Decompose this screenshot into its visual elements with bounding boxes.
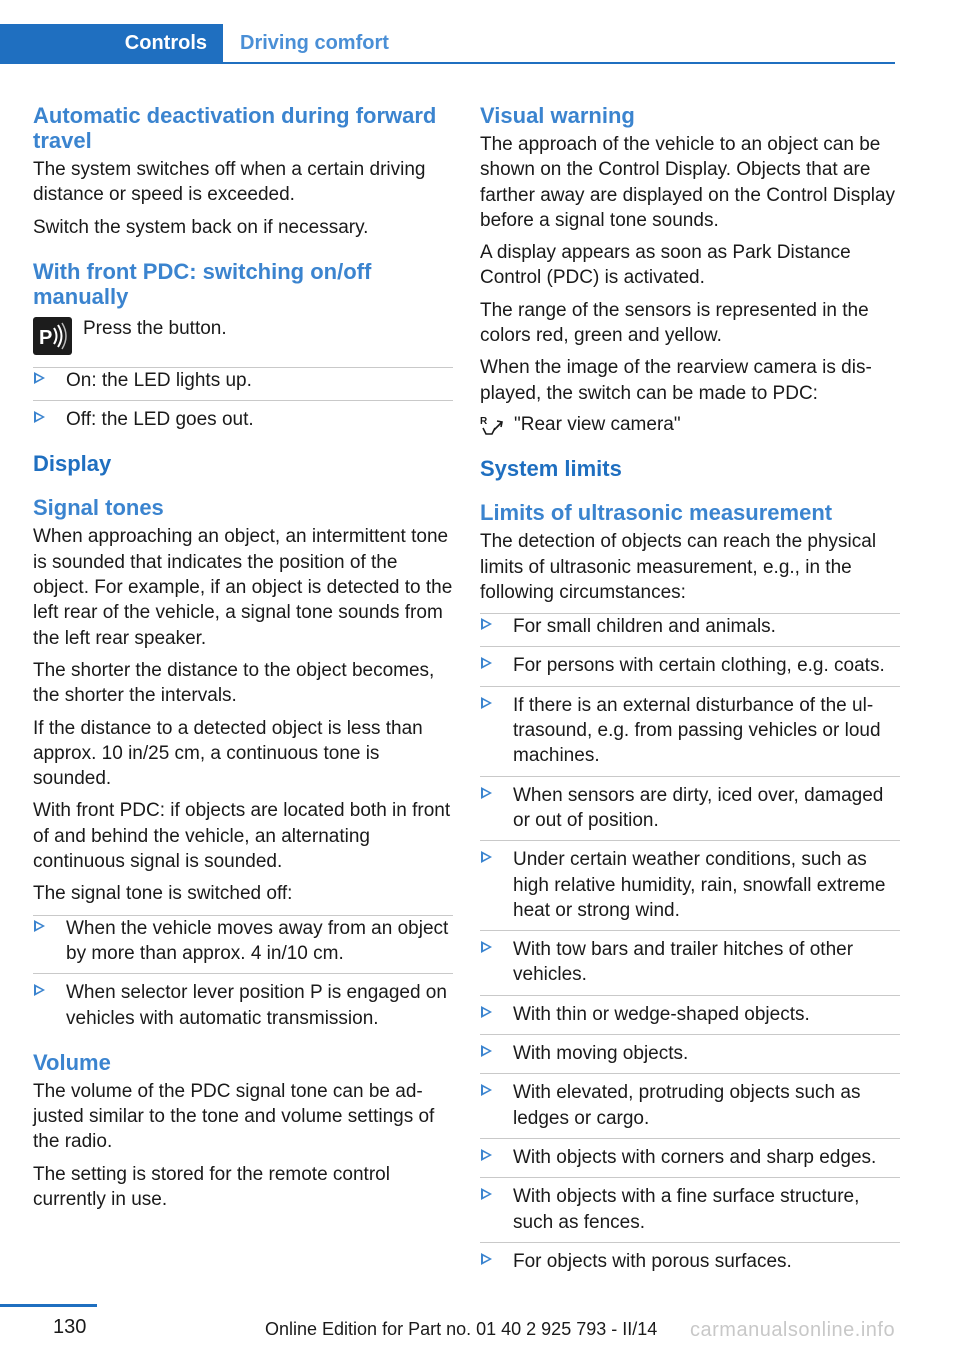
heading-signal-tones: Signal tones (33, 495, 164, 521)
heading-system-limits: System limits (480, 456, 622, 482)
heading-volume: Volume (33, 1049, 111, 1075)
heading-display: Display (33, 451, 112, 477)
watermark: carmanualsonline.info (690, 1319, 896, 1341)
paragraph: The volume of the PDC signal tone can be adjusted similar to the tone and volume settings of the radio. (33, 1080, 435, 1153)
pdc-button-icon (33, 317, 72, 355)
paragraph: When the image of the rearview camera is displayed, the switch can be made to PDC: (480, 357, 872, 404)
list-item: When the vehicle moves away from an object by more than approx. 4 in/10 cm. (33, 916, 453, 967)
limits-list (480, 613, 900, 1274)
paragraph: The range of the sensors is represented in the colors red, green and yellow. (480, 299, 869, 347)
paragraph: If the distance to a detected object is less than approx. 10 in/25 cm, a continuous tone is sounded. (33, 717, 423, 790)
rear-camera-label: "Rear view camera" (514, 413, 681, 435)
triangle-bullet-icon (34, 920, 45, 932)
rear-camera-row (480, 412, 900, 437)
right-column (480, 103, 900, 1274)
triangle-bullet-icon (481, 1253, 492, 1265)
paragraph: The setting is stored for the remote control currently in use. (33, 1163, 390, 1211)
onoff-list (33, 367, 453, 433)
list-item: With tow bars and trailer hitches of other vehicles. (480, 930, 900, 988)
triangle-bullet-icon (481, 941, 492, 953)
triangle-bullet-icon (481, 1188, 492, 1200)
edition-text: Online Edition for Part no. 01 40 2 925 793 - II/14 (265, 1319, 658, 1339)
paragraph: When approaching an object, an intermittent tone is sounded that indicates the position of the object. For example, if an object is detected to the left rear of the vehicle, a signal tone sounds from the left rear speaker. (33, 526, 453, 649)
tab-controls: Controls (0, 24, 223, 62)
pdc-button-row (33, 317, 453, 355)
left-column (33, 103, 453, 1212)
list-item: On: the LED lights up. (33, 368, 453, 393)
heading-visual-warning: Visual warning (480, 103, 635, 128)
list-item: If there is an external disturbance of the ultrasound, e.g. from passing vehicles or loud machines. (480, 686, 900, 769)
list-item: When sensors are dirty, iced over, damaged or out of position. (480, 776, 900, 834)
paragraph: With front PDC: if objects are located both in front of and behind the vehicle, an alternating continuous signal is sounded. (33, 800, 451, 873)
paragraph: The shorter the distance to the object becomes, the shorter the intervals. (33, 659, 435, 707)
triangle-bullet-icon (481, 851, 492, 863)
list-item: With thin or wedge-shaped objects. (480, 995, 900, 1027)
list-item: For objects with porous surfaces. (480, 1242, 900, 1274)
triangle-bullet-icon (481, 618, 492, 630)
paragraph: Switch the system back on if necessary. (33, 216, 369, 238)
triangle-bullet-icon (34, 411, 45, 423)
list-item: For small children and animals. (480, 614, 900, 639)
tab-driving-comfort: Driving comfort (240, 31, 389, 54)
triangle-bullet-icon (481, 1084, 492, 1096)
rear-view-camera-icon (480, 414, 504, 436)
paragraph: The approach of the vehicle to an object can be shown on the Control Display. Objects that are farther away are displayed on the Control Display before a signal tone sounds. (480, 134, 896, 231)
list-item: With objects with a fine surface structure, such as fences. (480, 1177, 900, 1235)
svg-text:P: P (38, 326, 52, 349)
triangle-bullet-icon (481, 697, 492, 709)
page-header (0, 24, 895, 64)
paragraph: The system switches off when a certain driving distance or speed is exceeded. (33, 159, 426, 206)
triangle-bullet-icon (481, 787, 492, 799)
heading-front-pdc: With front PDC: switching on/off manually (33, 258, 372, 309)
triangle-bullet-icon (34, 372, 45, 384)
paragraph: The signal tone is switched off: (33, 883, 293, 905)
paragraph: A display appears as soon as Park Distance Control (PDC) is activated. (480, 242, 851, 289)
triangle-bullet-icon (481, 657, 492, 669)
svg-text:R: R (480, 415, 488, 427)
page-number: 130 (53, 1316, 87, 1338)
heading-ultrasonic: Limits of ultrasonic measurement (480, 500, 833, 526)
list-item: Off: the LED goes out. (33, 400, 453, 432)
list-item: When selector lever position P is engaged on vehicles with automatic transmission. (33, 973, 453, 1031)
footer-rule (0, 1304, 97, 1307)
heading-auto-deactivation: Automatic deactivation during forward travel (33, 103, 437, 153)
list-item: Under certain weather conditions, such as high relative humidity, rain, snowfall extreme heat or strong wind. (480, 840, 900, 923)
signal-off-list (33, 915, 453, 1031)
triangle-bullet-icon (481, 1149, 492, 1161)
paragraph: The detection of objects can reach the physical limits of ultrasonic measurement, e.g., in the following circumstances: (480, 531, 877, 603)
triangle-bullet-icon (481, 1006, 492, 1018)
list-item: With elevated, protruding objects such as ledges or cargo. (480, 1073, 900, 1131)
triangle-bullet-icon (34, 984, 45, 996)
list-item: With objects with corners and sharp edges. (480, 1138, 900, 1170)
list-item: For persons with certain clothing, e.g. coats. (480, 646, 900, 678)
press-button-text: Press the button. (83, 317, 227, 339)
triangle-bullet-icon (481, 1045, 492, 1057)
list-item: With moving objects. (480, 1034, 900, 1066)
